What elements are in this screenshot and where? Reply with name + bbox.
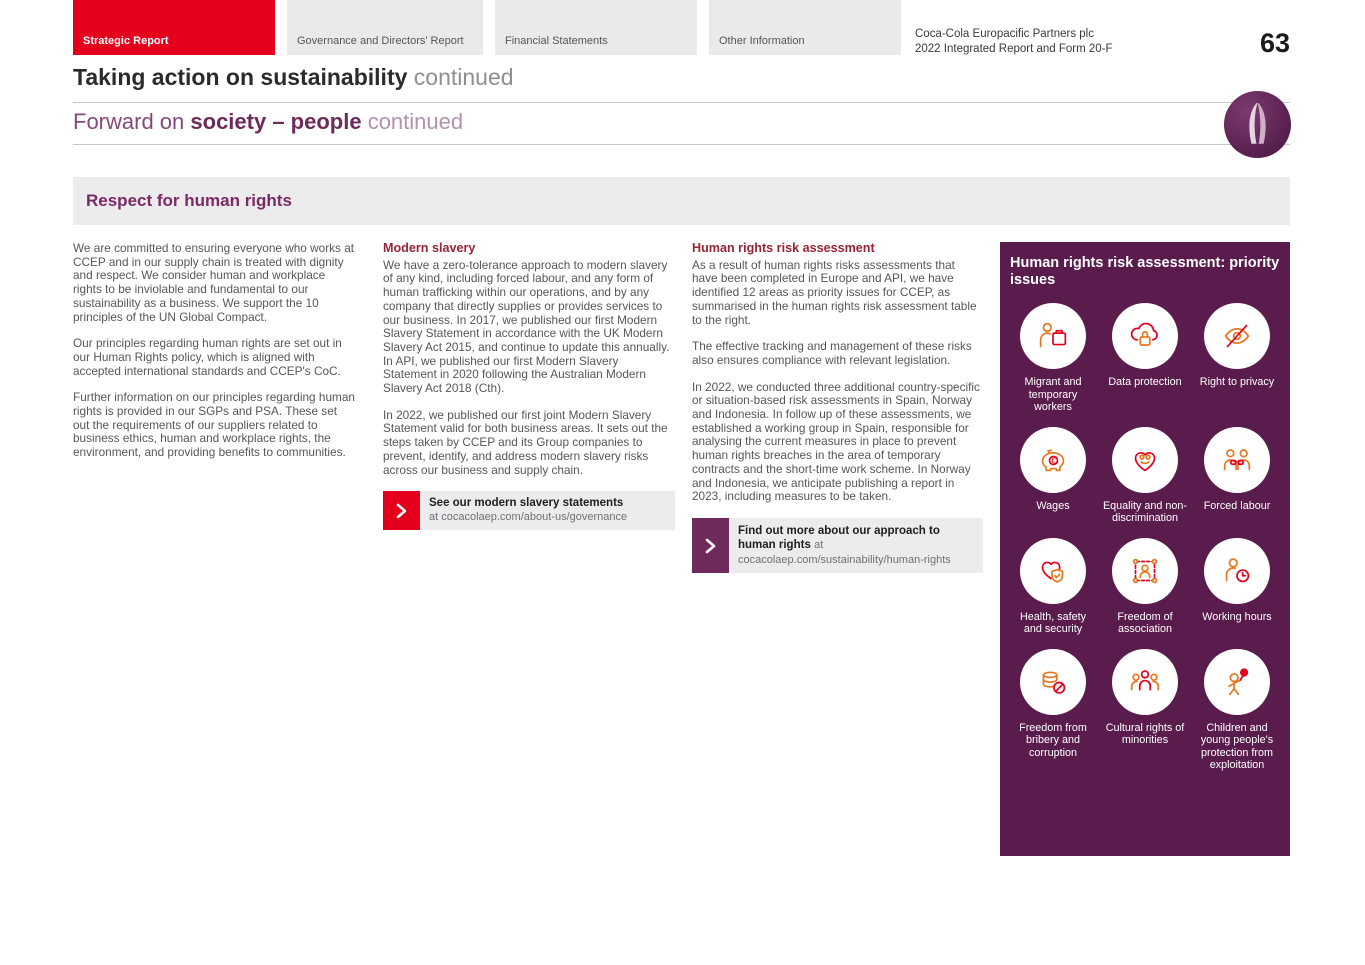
priority-item-working-hours [1194,538,1280,636]
priority-item-migrant-workers [1010,303,1096,414]
priority-item-label: Cultural rights of minorities [1105,721,1185,746]
paragraph: In 2022, we published our first joint Modern Slavery Statement valid for both business areas. It sets out the steps taken by CCEP and its Group companies to prevent, identify, and address modern slavery risks across our business and supply chain. [383,407,668,477]
panel-title: Human rights risk assessment: priority issues [1010,255,1280,288]
company-identifier [915,27,1113,57]
page-number: 63 [1259,28,1290,58]
tab-financial-statements[interactable] [495,0,697,55]
paragraph: In 2022, we conducted three additional country-specific or situation-based risk assessments in Spain, Norway and Indonesia. In follow up of these assessments, we established a working group in Spain, responsible for analysing the current measures in place to prevent human rights breaches in the area of temporary contracts and the short-time work scheme. In Norway and Indonesia, we anticipate publishing a report in 2023, including measures to be taken. [692,379,980,504]
section-title [73,109,463,135]
page-title-main: Taking action on sustainability [73,64,408,90]
child-protection-icon [1218,663,1256,701]
modern-slavery-statements-link[interactable] [383,491,675,530]
risk-assessment-column [692,242,983,573]
section-title-main: society – people [190,109,362,134]
tab-governance-report[interactable] [287,0,483,55]
section-title-continued: continued [361,109,464,134]
priority-item-label: Migrant and temporary workers [1024,376,1082,413]
callout-bold-text: Find out more about our approach to human rights [738,524,940,552]
data-protection-icon [1126,317,1164,355]
migrant-workers-icon [1034,317,1072,355]
priority-item-child-protection [1194,649,1280,772]
priority-item-anti-bribery [1010,649,1096,772]
svg-text:€: € [1051,455,1056,465]
tab-label: Strategic Report [83,35,169,47]
paragraph: As a result of human rights risks assessments that have been completed in Europe and API, we have identified 12 areas as priority issues for CCEP, as summarised in the human rights risk assessment table to the right. [692,257,977,327]
callout-url-text: at cocacolaep.com/sustainability/human-rights [738,539,951,566]
priority-item-freedom-of-association [1102,538,1188,636]
subsection-banner-title: Respect for human rights [86,191,292,210]
human-rights-approach-link[interactable] [692,518,983,574]
paragraph: We have a zero-tolerance approach to modern slavery of any kind, including forced labour, and any form of human trafficking within our operations, and by any company that directly supplies or provides services to our business. In 2017, we published our first Modern Slavery Statement in accordance with the UK Modern Slavery Act 2015, and continue to update this annually. In API, we published our first Modern Slavery Statement in 2020 following the Australian Modern Slavery Act 2018 (Cth). [383,257,670,396]
intro-column [73,242,356,473]
paragraph: We are committed to ensuring everyone who works at CCEP and in our supply chain is treated with dignity and respect. We consider human and workplace rights to be inviolable and fundamental to our sustainability as a business. We support the 10 principles of the UN Global Compact. [73,241,355,324]
priority-item-right-to-privacy [1194,303,1280,414]
priority-item-label: Equality and non-discrimination [1102,499,1188,524]
tab-label: Financial Statements [505,35,608,47]
equality-icon [1126,441,1164,479]
priority-item-cultural-rights [1102,649,1188,772]
praying-hands-photo [1224,91,1291,158]
priority-item-label: Children and young people's protection from exploitation [1200,721,1274,771]
paragraph: Our principles regarding human rights are set out in our Human Rights policy, which is aligned with accepted international standards and CCEP's CoC. [73,336,342,378]
subsection-banner [73,177,1290,225]
priority-item-wages [1010,427,1096,525]
priority-item-label: Wages [1036,499,1070,512]
page-title [73,64,514,91]
priority-item-health-safety [1010,538,1096,636]
tab-strategic-report[interactable] [73,0,275,55]
priority-item-label: Working hours [1202,610,1272,623]
callout-text [729,518,983,574]
cultural-rights-icon [1126,663,1164,701]
priority-item-label: Forced labour [1203,499,1271,512]
callout-text [420,491,675,530]
priority-item-label: Health, safety and security [1019,610,1086,635]
priority-issues-grid [1010,303,1280,772]
priority-item-label: Right to privacy [1199,376,1275,388]
freedom-of-association-icon [1126,552,1164,590]
wages-icon [1034,441,1072,479]
anti-bribery-icon [1034,663,1072,701]
modern-slavery-column [383,242,675,530]
priority-item-label: Data protection [1108,376,1182,388]
paragraph: Further information on our principles regarding human rights is provided in our SGPs and PSA. These set out the requirements of our suppliers related to business ethics, human and workplace rights, the environment, and providing benefits to communities. [73,390,355,460]
report-name: 2022 Integrated Report and Form 20-F [915,43,1113,55]
section-title-prefix: Forward on [73,109,191,134]
working-hours-icon [1218,552,1256,590]
column-heading: Human rights risk assessment [692,241,875,255]
column-heading: Modern slavery [383,241,476,255]
company-name: Coca-Cola Europacific Partners plc [915,28,1094,40]
forced-labour-icon [1218,441,1256,479]
divider [73,102,1290,103]
health-safety-icon [1034,552,1072,590]
priority-item-forced-labour [1194,427,1280,525]
callout-url-text: at cocacolaep.com/about-us/governance [429,510,628,523]
priority-item-label: Freedom of association [1117,610,1173,635]
priority-issues-panel [1000,242,1290,856]
chevron-right-icon [692,518,729,574]
right-to-privacy-icon [1218,317,1256,355]
priority-item-label: Freedom from bribery and corruption [1019,721,1087,759]
tab-label: Governance and Directors' Report [297,35,464,47]
page-title-continued: continued [407,64,514,90]
tab-label: Other Information [719,35,805,47]
callout-bold-text: See our modern slavery statements [429,497,624,510]
tab-other-information[interactable] [709,0,901,55]
hands-icon [1224,91,1291,158]
priority-item-data-protection [1102,303,1188,414]
priority-item-equality [1102,427,1188,525]
chevron-right-icon [383,491,420,530]
divider [73,144,1290,145]
paragraph: The effective tracking and management of these risks also ensures compliance with relevant legislation. [692,339,972,367]
